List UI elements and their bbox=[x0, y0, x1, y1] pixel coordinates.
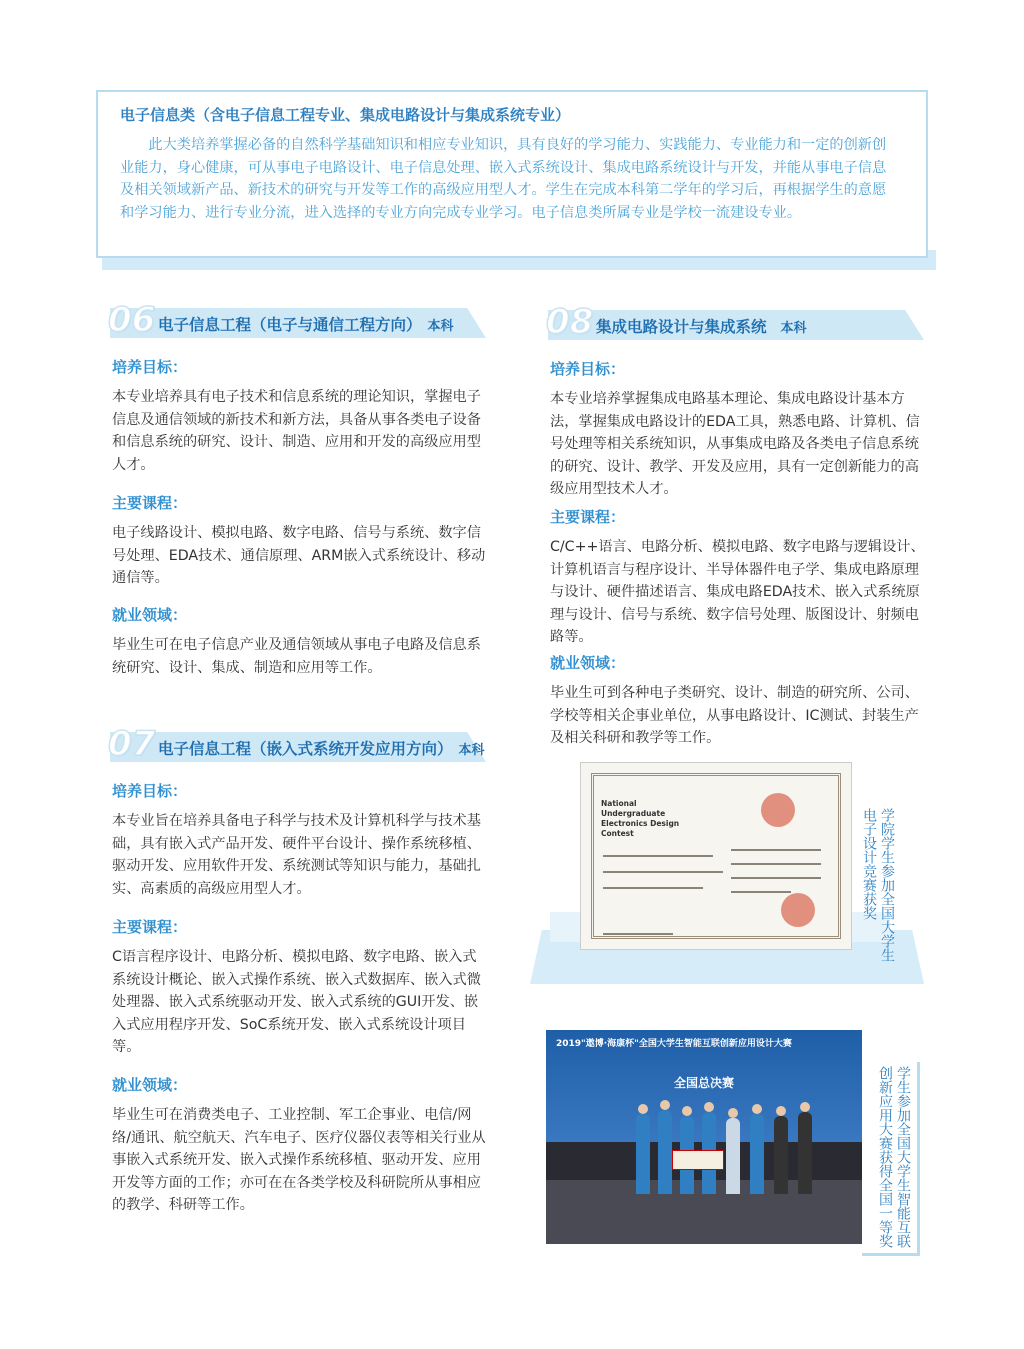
course-text: 电子线路设计、模拟电路、数字电路、信号与系统、数字信号处理、EDA技术、通信原理、ARM嵌入式系统设计、移动通信等。 bbox=[112, 525, 486, 587]
degree-label: 本科 bbox=[427, 319, 454, 334]
course-text: C/C++语言、电路分析、模拟电路、数字电路与逻辑设计、计算机语言与程序设计、半导体器件电子学、集成电路原理与设计、硬件描述语言、集成电路EDA技术、嵌入式系统原理与设计、信号与系统、数字信号处理、版图设计、射频电路等。 bbox=[550, 539, 925, 646]
section-06-header bbox=[108, 300, 486, 340]
award-plaque bbox=[672, 1150, 724, 1170]
person-head bbox=[682, 1106, 692, 1116]
intro-text: 此大类培养掌握必备的自然科学基础知识和相应专业知识，具有良好的学习能力、实践能力、专业能力和一定的创新创业能力，身心健康，可从事电子电路设计、电子信息处理、嵌入式系统设计、集成电路系统设计与开发，并能从事电子信息及相关领域新产品、新技术的研究与开发等工作的高级应用型人才。学生在完成本科第二学年的学习后，再根据学生的意愿和学习能力、进行专业分流，进入选择的专业方向完成专业学习。电子信息类所属专业是学校一流建设专业。 bbox=[120, 137, 887, 221]
photo-caption: 学生参加全国大学生智能互联创新应用大赛获得全国一等奖 bbox=[877, 1066, 911, 1248]
stage-title: 全国总决赛 bbox=[674, 1076, 735, 1090]
certificate-text-line bbox=[731, 863, 821, 865]
certificate-text-line bbox=[603, 871, 723, 873]
section-07-header bbox=[108, 724, 486, 764]
job-text: 毕业生可在消费类电子、工业控制、军工企事业、电信/网络/通讯、航空航天、汽车电子、医疗仪器仪表等相关行业从事嵌入式系统开发、嵌入式操作系统移植、驱动开发、应用开发等方面的工作；亦可在在各类学校及科研院所从事相应的教学、科研等工作。 bbox=[112, 1107, 486, 1214]
section-title-text: 电子信息工程（嵌入式系统开发应用方向） bbox=[158, 740, 453, 758]
person bbox=[798, 1112, 812, 1194]
certificate-text-line bbox=[603, 933, 673, 935]
person bbox=[774, 1116, 788, 1194]
intro-title: 电子信息类（含电子信息工程专业、集成电路设计与集成系统专业） bbox=[120, 106, 571, 124]
certificate-text-line bbox=[731, 849, 821, 851]
section-title-text: 电子信息工程（电子与通信工程方向） bbox=[158, 316, 422, 334]
goal-label: 培养目标： bbox=[550, 360, 626, 378]
goal-text: 本专业培养掌握集成电路基本理论、集成电路设计基本方法，掌握集成电路设计的EDA工具，熟悉电路、计算机、信号处理等相关系统知识，从事集成电路及各类电子信息系统的研究、设计、教学、开发及应用，具有一定创新能力的高级应用型技术人才。 bbox=[550, 391, 920, 498]
certificate-text-line bbox=[731, 891, 791, 893]
job-text: 毕业生可到各种电子类研究、设计、制造的研究所、公司、学校等相关企事业单位，从事电路设计、IC测试、封装生产及相关科研和教学等工作。 bbox=[550, 685, 919, 747]
person bbox=[658, 1110, 672, 1194]
person-head bbox=[638, 1104, 648, 1114]
section-number: 06 bbox=[108, 300, 156, 340]
certificate-text-line bbox=[731, 877, 821, 879]
certificate-caption: 学院学生参加全国大学生电子设计竞赛获奖 bbox=[861, 808, 895, 962]
person-head bbox=[660, 1100, 670, 1110]
degree-label: 本科 bbox=[780, 321, 807, 336]
person-head bbox=[776, 1106, 786, 1116]
certificate-emblem bbox=[761, 793, 795, 827]
certificate-title-en: National Undergraduate Electronics Design Contest bbox=[601, 799, 680, 838]
goal-text: 本专业旨在培养具备电子科学与技术及计算机科学与技术基础，具有嵌入式产品开发、硬件平台设计、操作系统移植、驱动开发、应用软件开发、系统测试等知识与能力，基础扎实、高素质的高级应用型人才。 bbox=[112, 813, 481, 897]
person bbox=[636, 1114, 650, 1194]
course-label: 主要课程： bbox=[112, 494, 188, 512]
goal-text: 本专业培养具有电子技术和信息系统的理论知识，掌握电子信息及通信领域的新技术和新方法，具备从事各类电子设备和信息系统的研究、设计、制造、应用和开发的高级应用型人才。 bbox=[112, 389, 481, 473]
section-title bbox=[158, 313, 454, 335]
person bbox=[750, 1114, 764, 1194]
course-label: 主要课程： bbox=[550, 508, 626, 526]
job-label: 就业领域： bbox=[112, 1076, 188, 1094]
person-head bbox=[704, 1102, 714, 1112]
intro-box bbox=[96, 90, 928, 258]
person-head bbox=[728, 1108, 738, 1118]
intro-panel bbox=[96, 90, 934, 272]
job-label: 就业领域： bbox=[112, 606, 188, 624]
person-head bbox=[800, 1102, 810, 1112]
job-label: 就业领域： bbox=[550, 654, 626, 672]
course-label: 主要课程： bbox=[112, 918, 188, 936]
certificate-image bbox=[580, 762, 852, 950]
section-08-header bbox=[546, 302, 924, 342]
section-title bbox=[158, 737, 485, 759]
section-title bbox=[596, 315, 807, 337]
certificate-text-line bbox=[603, 855, 713, 857]
goal-label: 培养目标： bbox=[112, 358, 188, 376]
award-photo bbox=[546, 1030, 862, 1244]
person-head bbox=[752, 1104, 762, 1114]
certificate-seal bbox=[781, 893, 815, 927]
course-text: C语言程序设计、电路分析、模拟电路、数字电路、嵌入式系统设计概论、嵌入式操作系统、嵌入式数据库、嵌入式微处理器、嵌入式系统驱动开发、嵌入式系统的GUI开发、嵌入式应用程序开发、SoC系统开发、嵌入式系统设计项目等。 bbox=[112, 949, 481, 1056]
goal-label: 培养目标： bbox=[112, 782, 188, 800]
degree-label: 本科 bbox=[458, 743, 485, 758]
section-title-text: 集成电路设计与集成系统 bbox=[596, 318, 767, 336]
job-text: 毕业生可在电子信息产业及通信领域从事电子电路及信息系统研究、设计、集成、制造和应用等工作。 bbox=[112, 637, 481, 676]
person bbox=[726, 1118, 740, 1194]
certificate-text-line bbox=[603, 887, 703, 889]
stage-banner: 2019"遨博·海康杯"全国大学生智能互联创新应用设计大赛 bbox=[556, 1039, 792, 1049]
section-number: 07 bbox=[108, 724, 156, 764]
section-number: 08 bbox=[546, 302, 594, 342]
